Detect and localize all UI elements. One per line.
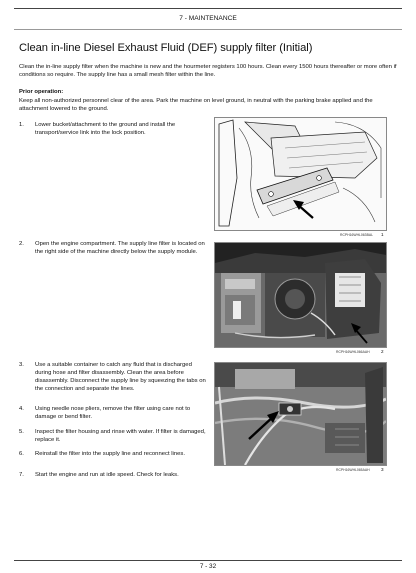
- step-number: 2.: [19, 241, 24, 247]
- step-text: Inspect the filter housing and rinse with water. If filter is damaged, replace it.: [35, 429, 206, 443]
- figure-3-image: [214, 362, 387, 466]
- step-text: Reinstall the filter into the supply line and reconnect lines.: [35, 451, 185, 457]
- figure-2-code: RCPH16WHL066AAH: [336, 350, 370, 354]
- step-number: 7.: [19, 472, 24, 478]
- figure-1-code: RCPH16WHL063BAL: [340, 233, 373, 237]
- transport-link-illustration: [215, 118, 386, 230]
- figure-3-number: 3: [381, 467, 384, 472]
- figure-1-number: 1: [381, 232, 384, 237]
- step-number: 6.: [19, 451, 24, 457]
- step-text: Lower bucket/attachment to the ground and install the transport/service link into the lock position.: [35, 122, 176, 136]
- step-number: 4.: [19, 406, 24, 412]
- header-rule-lower: [14, 29, 402, 30]
- header-rule: [14, 8, 402, 9]
- prior-operation-heading: Prior operation:: [19, 89, 64, 95]
- engine-compartment-photo: [215, 243, 386, 347]
- intro-paragraph: Clean the in-line supply filter when the machine is new and the hourmeter registers 100 hours. Clean every 1500 hours thereafter or more often if conditions so require. The supply line has a small mesh filter within the line.: [19, 64, 397, 78]
- prior-operation-text: Keep all non-authorized personnel clear of the area. Park the machine on level ground, in neutral with the parking brake applied and the attachment lowered to the ground.: [19, 98, 373, 112]
- figure-3-code: RCPH16WHL065AAH: [336, 468, 370, 472]
- page-title: Clean in-line Diesel Exhaust Fluid (DEF) supply filter (Initial): [19, 42, 313, 54]
- figure-1-image: [214, 117, 387, 231]
- step-text: Start the engine and run at idle speed. Check for leaks.: [35, 472, 179, 478]
- supply-line-filter-photo: [215, 363, 386, 465]
- page-number: 7 - 32: [199, 563, 217, 570]
- step-number: 1.: [19, 122, 24, 128]
- section-label: 7 - MAINTENANCE: [179, 15, 237, 22]
- step-text: Open the engine compartment. The supply line filter is located on the right side of the machine directly below the supply module.: [35, 241, 205, 255]
- step-text: Use a suitable container to catch any fluid that is discharged during hose and filter disassembly. Clean the area before disassembly. Disconnect the supply line by squeezing the tabs on the connection and separate the lines.: [35, 362, 206, 392]
- step-number: 5.: [19, 429, 24, 435]
- footer-rule: [14, 560, 402, 561]
- step-text: Using needle nose pliers, remove the filter using care not to damage or bend filter.: [35, 406, 191, 420]
- figure-2-number: 2: [381, 349, 384, 354]
- step-number: 3.: [19, 362, 24, 368]
- figure-2-image: [214, 242, 387, 348]
